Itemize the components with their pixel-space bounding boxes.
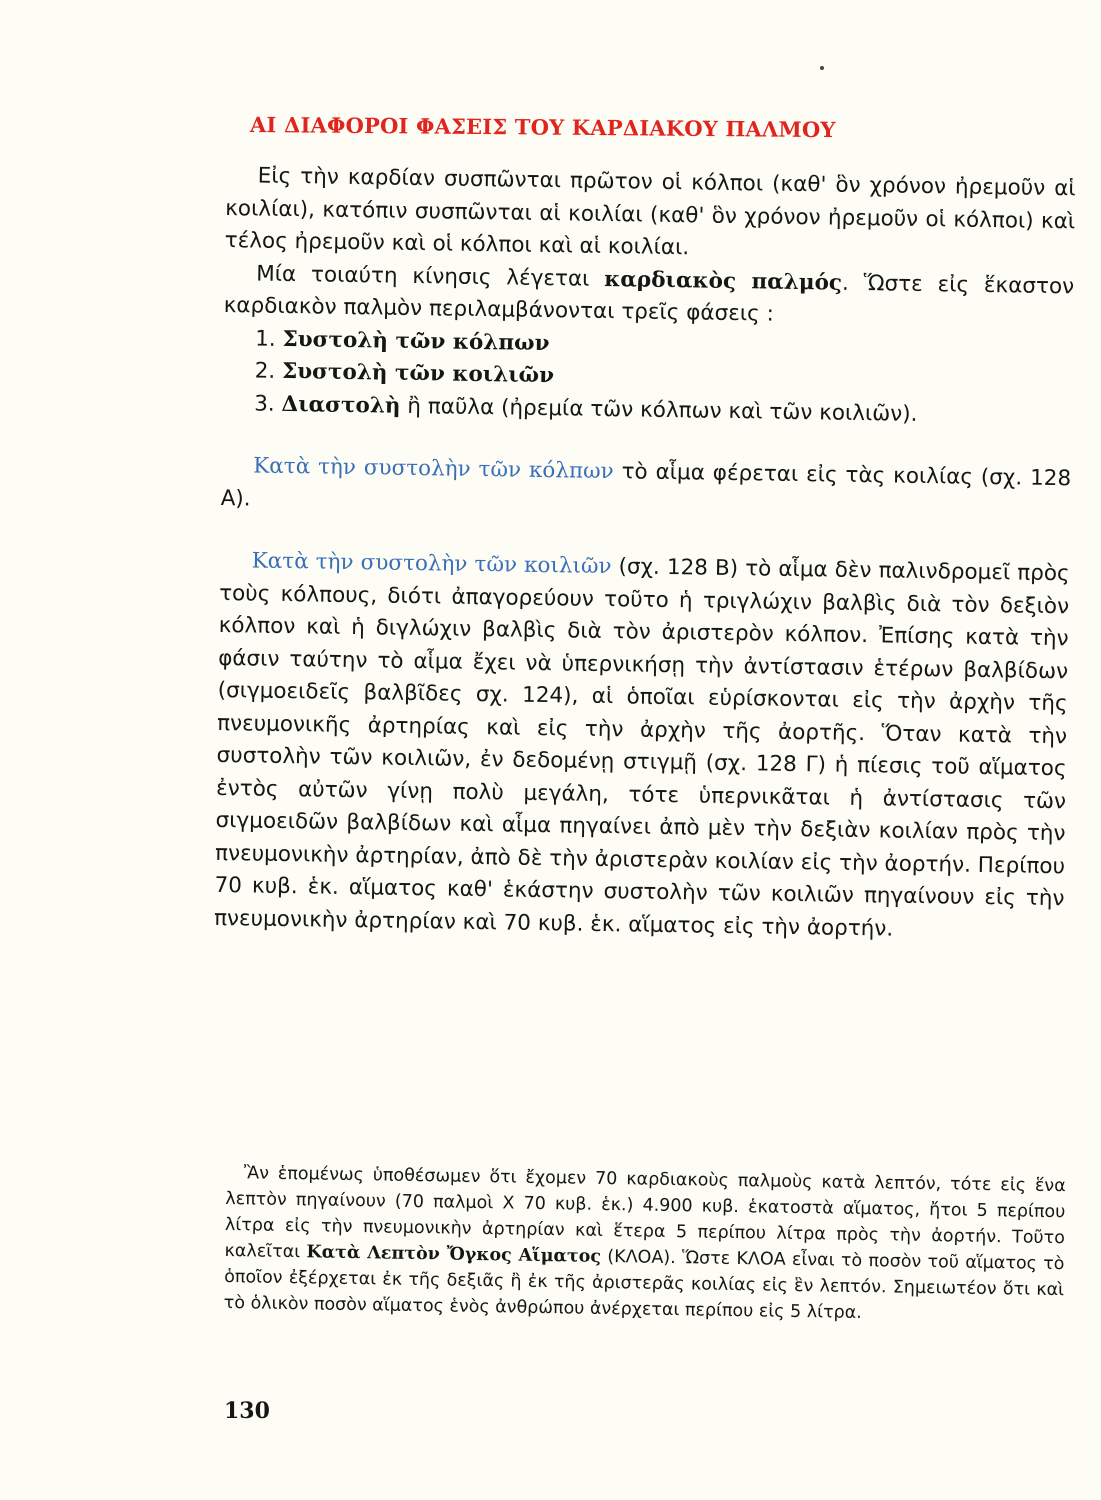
list-item-1-number: 1. <box>255 325 283 352</box>
list-item-3-rest: ἢ παῦλα (ἠρεμία τῶν κόλπων καὶ τῶν κοιλιῶν). <box>400 393 918 427</box>
term-cardiac-pulse: καρδιακὸς παλμός <box>604 266 843 296</box>
main-text <box>214 160 1076 948</box>
paragraph-2-before: Μία τοιαύτη κίνησις λέγεται <box>256 260 605 292</box>
footnote-term: Κατὰ Λεπτὸν Ὄγκος Αἵματος <box>306 1242 602 1267</box>
list-item-3-number: 3. <box>253 390 282 417</box>
paragraph-4 <box>214 545 1070 948</box>
paragraph-4-highlight: Κατὰ τὴν συστολὴν τῶν κοιλιῶν <box>251 548 612 580</box>
paragraph-3-highlight: Κατὰ τὴν συστολὴν τῶν κόλπων <box>253 453 614 485</box>
section-title: ΑΙ ΔΙΑΦΟΡΟΙ ΦΑΣΕΙΣ ΤΟΥ ΚΑΡΔΙΑΚΟΥ ΠΑΛΜΟΥ <box>249 112 836 143</box>
footnote <box>224 1160 1066 1329</box>
list-item-1-term: Συστολὴ τῶν κόλπων <box>282 326 550 356</box>
footnote-before: Ἂν ἑπομένως ὑποθέσωμεν ὅτι ἔχομεν 70 καρδιακοὺς παλμοὺς κατὰ λεπτόν, τότε εἰς ἕνα λεπτὸν πηγαίνουν (70 παλμοὶ X 70 κυβ. ἑκ.) 4.900 κυβ. ἑκατοστὰ αἵματος, ἤτοι 5 περίπου λίτρα εἰς τὴν πνευμονικὴν ἀρτηρίαν καὶ ἕτερα 5 περίπου λίτρα πρὸς τὴν ἀορτήν. Τοῦτο καλεῖται <box>224 1163 1066 1263</box>
paragraph-2-after: . Ὥστε εἰς ἕκαστον καρδιακὸν παλμὸν περιλαμβάνονται τρεῖς φάσεις : <box>223 270 1075 327</box>
paragraph-3-rest: τὸ αἷμα φέρεται εἰς τὰς κοιλίας (σχ. 128 Α). <box>220 459 1072 511</box>
footnote-after: (ΚΛΟΑ). Ὥστε ΚΛΟΑ εἶναι τὸ ποσὸν τοῦ αἵματος τὸ ὁποῖον ἐξέρχεται ἐκ τῆς δεξιᾶς ἢ ἐκ τῆς ἀριστερᾶς κοιλίας εἰς ἓν λεπτόν. Σημειωτέον ὅτι καὶ τὸ ὁλικὸν ποσὸν αἵματος ἑνὸς ἀνθρώπου ἀνέρχεται περίπου εἰς 5 λίτρα. <box>223 1246 1065 1324</box>
paragraph-1: Εἰς τὴν καρδίαν συσπῶνται πρῶτον οἱ κόλποι (καθ' ὃν χρόνον ἠρεμοῦν αἱ κοιλίαι), κατόπιν συσπῶνται αἱ κοιλίαι (καθ' ὃν χρόνον ἠρεμοῦν οἱ κόλποι) καὶ τέλος ἠρεμοῦν καὶ οἱ κόλποι καὶ αἱ κοιλίαι. <box>224 163 1076 261</box>
paragraph-3 <box>220 450 1071 528</box>
print-speck <box>820 66 824 70</box>
page-number: 130 <box>224 1398 270 1424</box>
list-item-2-number: 2. <box>254 358 283 384</box>
list-item-2-term: Συστολὴ τῶν κοιλιῶν <box>281 358 555 389</box>
list-item-3-term: Διαστολὴ <box>281 391 401 419</box>
paragraph-4-rest: (σχ. 128 Β) τὸ αἷμα δὲν παλινδρομεῖ πρὸς τοὺς κόλπους, διότι ἀπαγορεύουν τοῦτο ἡ τριγλώχιν βαλβὶς διὰ τὸν δεξιὸν κόλπον καὶ ἡ διγλώχιν βαλβὶς διὰ τὸν ἀριστερὸν κόλπον. Ἐπίσης κατὰ τὴν φάσιν ταύτην τὸ αἷμα ἔχει νὰ ὑπερνικήσῃ τὴν ἀντίστασιν ἑτέρων βαλβίδων (σιγμοειδεῖς βαλβῖδες σχ. 124), αἱ ὁποῖαι εὑρίσκονται εἰς τὴν ἀρχὴν τῆς πνευμονικῆς ἀρτηρίας καὶ εἰς τὴν ἀρχὴν τῆς ἀορτῆς. Ὅταν κατὰ τὴν συστολὴν τῶν κοιλιῶν, ἐν δεδομένῃ στιγμῇ (σχ. 128 Γ) ἡ πίεσις τοῦ αἵματος ἐντὸς αὐτῶν γίνῃ πολὺ μεγάλη, τότε ὑπερνικᾶται ἡ ἀντίστασις τῶν σιγμοειδῶν βαλβίδων καὶ αἷμα πηγαίνει ἀπὸ μὲν τὴν δεξιὰν κοιλίαν πρὸς τὴν πνευμονικὴν ἀρτηρίαν, ἀπὸ δὲ τὴν ἀριστερὰν κοιλίαν εἰς τὴν ἀορτήν. Περίπου 70 κυβ. ἑκ. αἵματος καθ' ἑκάστην συστολὴν τῶν κοιλιῶν πηγαίνουν εἰς τὴν πνευμονικὴν ἀρτηρίαν καὶ 70 κυβ. ἑκ. αἵματος εἰς τὴν ἀορτήν. <box>213 554 1070 942</box>
footnote-paragraph <box>224 1160 1066 1329</box>
